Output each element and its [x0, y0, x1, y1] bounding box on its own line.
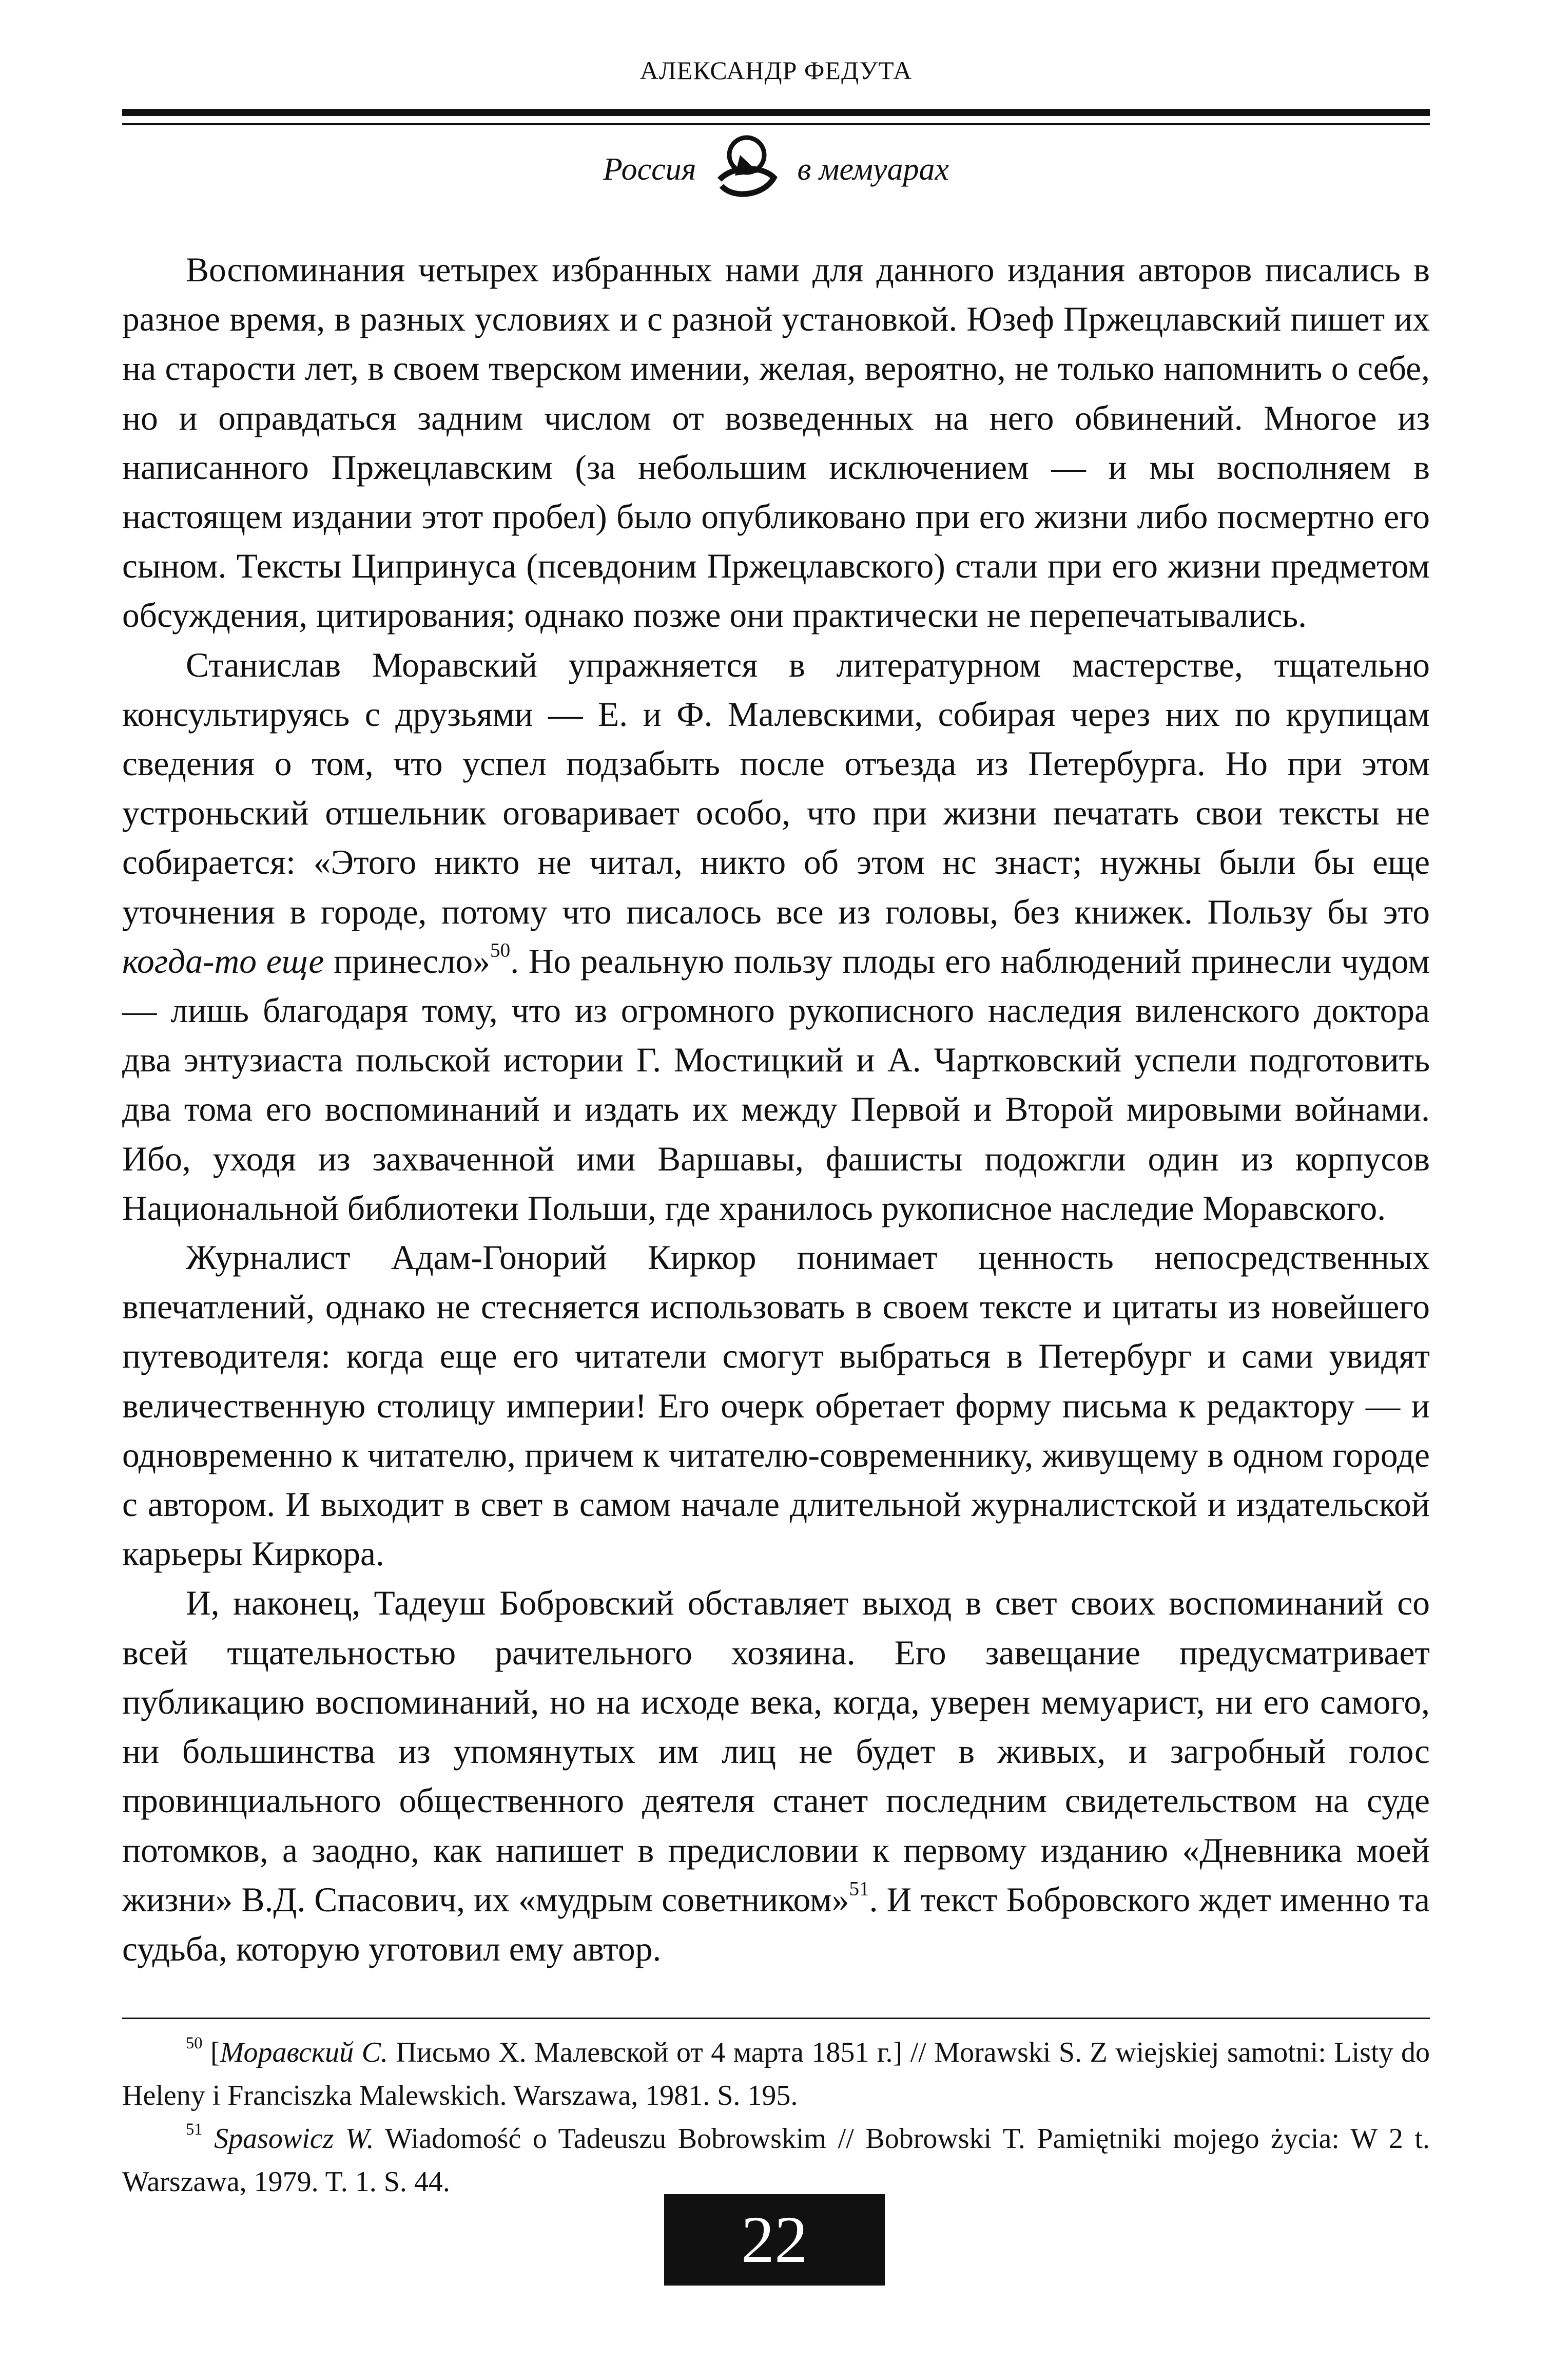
footnote-50-author: Моравский С.	[220, 2037, 388, 2068]
series-title	[0, 128, 1552, 205]
footnotes	[122, 2031, 1430, 2203]
paragraph-4-text-b: . И текст Бобровского ждет именно та судьба, которую уготовил ему автор.	[122, 1880, 1430, 1968]
footnote-ref-50[interactable]: 50	[490, 939, 511, 962]
paragraph-4-text-a: И, наконец, Тадеуш Бобровский обставляет выход в свет своих воспоминаний со всей тщательностью рачительного хозяина. Его завещание предусматривает публикацию воспоминаний, но на исходе века, когда, уверен мемуарист, ни его самого, ни большинства из упомянутых им лиц не будет в живых, и загробный голос провинциального общественного деятеля станет последним свидетельством на суде потомков, а заодно, как напишет в предисловии к первому изданию «Дневника моей жизни» В.Д. Спасович, их «мудрым советником»	[122, 1584, 1430, 1919]
series-emblem-icon	[708, 128, 785, 205]
running-header-author: АЛЕКСАНДР ФЕДУТА	[639, 56, 913, 85]
footnote-50-mark: 50	[186, 2034, 203, 2053]
header-rule-thin	[122, 123, 1430, 125]
paragraph-2-text-a: Станислав Моравский упражняется в литературном мастерстве, тщательно консультируясь с друзьями — Е. и Ф. Малевскими, собирая через них по крупицам сведения о том, что успел подзабыть после отъезда из Петербурга. Но при этом устроньский отшельник оговаривает особо, что при жизни печатать свои тексты не собирается: «Этого никто не читал, никто об этом нс знаст; нужны были бы еще уточнения в городе, потому что писалось все из головы, без книжек. Пользу бы это	[122, 645, 1430, 931]
page-number: 22	[664, 2194, 885, 2286]
footnote-50-bracket: [	[202, 2037, 220, 2068]
paragraph-3: Журналист Адам-Гонорий Киркор понимает ценность непосредственных впечатлений, однако не стесняется использовать в своем тексте и цитаты из новейшего путеводителя: когда еще его читатели смогут выбраться в Петербург и сами увидят величественную столицу империи! Его очерк обретает форму письма к редактору — и одновременно к читателю, причем к читателю-современнику, живущему в одном городе с автором. И выходит в свет в самом начале длительной журналистской и издательской карьеры Киркора.	[122, 1238, 1430, 1573]
paragraph-2-text-b: . Но реальную пользу плоды его наблюдений принесли чудом — лишь благодаря тому, что из огромного рукописного наследия виленского доктора два энтузиаста польской истории Г. Мостицкий и А. Чартковский успели подготовить два тома его воспоминаний и издать их между Первой и Второй мировыми войнами. Ибо, уходя из захваченной ими Варшавы, фашисты подожгли один из корпусов Национальной библиотеки Польши, где хранилось рукописное наследие Моравского.	[122, 942, 1430, 1227]
paragraph-2-quote-end: принесло»	[324, 942, 491, 981]
paragraph-1: Воспоминания четырех избранных нами для данного издания авторов писались в разное время, в разных условиях и с разной установкой. Юзеф Пржецлавский пишет их на старости лет, в своем тверском имении, желая, вероятно, не только напомнить о себе, но и оправдаться задним числом от возведенных на него обвинений. Многое из написанного Пржецлавским (за небольшим исключением — и мы восполняем в настоящем издании этот пробел) было опубликовано при его жизни либо посмертно его сыном. Тексты Ципринуса (псевдоним Пржецлавского) стали при его жизни предметом обсуждения, цитирования; однако позже они практически не перепечатывались.	[122, 251, 1430, 635]
header-rule-thick	[122, 109, 1430, 116]
series-title-left: Россия	[603, 152, 696, 187]
footnote-50-text: Письмо Х. Малевской от 4 марта 1851 г.] // Morawski S. Z wiejskiej samotni: Listy do Heleny i Franciszka Malewskich. Warszawa, 1981. S. 195.	[122, 2037, 1430, 2112]
paragraph-2	[122, 641, 1430, 1233]
footnote-50	[122, 2031, 1430, 2117]
series-title-right: в мемуарах	[797, 152, 949, 187]
footnote-ref-51[interactable]: 51	[849, 1877, 869, 1900]
footnote-rule	[122, 2018, 1430, 2019]
footnote-51-author: Spasowicz W.	[214, 2123, 374, 2155]
footnote-51-mark: 51	[186, 2120, 203, 2139]
body-text	[122, 245, 1430, 1974]
footnote-51-text: Wiadomość o Tadeuszu Bobrowskim // Bobrowski T. Pamiętniki mojego życia: W 2 t. Warszawa, 1979. T. 1. S. 44.	[122, 2123, 1430, 2198]
paragraph-4	[122, 1579, 1430, 1974]
paragraph-2-italic: когда-то еще	[122, 942, 324, 981]
footnote-51	[122, 2117, 1430, 2203]
